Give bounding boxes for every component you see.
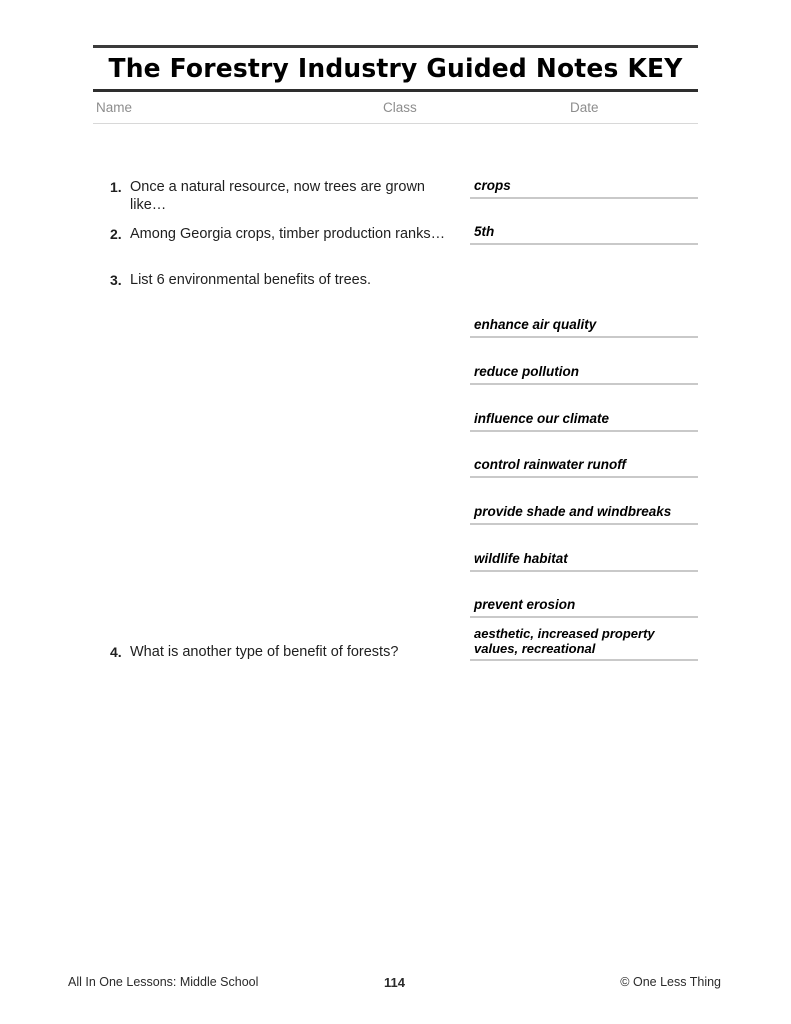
answer-blank-5[interactable] — [470, 411, 698, 432]
class-field-label: Class — [383, 100, 417, 115]
answer-blank-1[interactable] — [470, 178, 698, 199]
question-text-4: What is another type of benefit of forests? — [130, 644, 399, 660]
answer-text-1: crops — [474, 178, 511, 193]
answer-blank-8[interactable] — [470, 551, 698, 572]
answer-rule-7 — [470, 523, 698, 525]
answer-text-10: aesthetic, increased property values, recreational — [474, 626, 655, 656]
title-rule-bottom — [93, 89, 698, 92]
answer-text-9: prevent erosion — [474, 597, 576, 612]
footer-copyright: © One Less Thing — [620, 975, 721, 989]
answer-rule-8 — [470, 570, 698, 572]
answer-blank-6[interactable] — [470, 457, 698, 478]
answer-blank-2[interactable] — [470, 224, 698, 245]
page-footer — [68, 975, 721, 993]
question-item-2 — [110, 225, 470, 243]
name-field-label: Name — [96, 100, 133, 115]
answer-text-8: wildlife habitat — [474, 551, 568, 566]
question-text-3: List 6 environmental benefits of trees. — [130, 272, 371, 288]
question-item-1 — [110, 178, 470, 214]
answer-rule-1 — [470, 197, 698, 199]
answer-blank-7[interactable] — [470, 504, 698, 525]
answer-blank-10[interactable] — [470, 626, 698, 661]
answer-text-2: 5th — [474, 224, 495, 239]
answer-text-6: control rainwater runoff — [474, 457, 627, 472]
answer-text-5: influence our climate — [474, 411, 610, 426]
answer-blank-4[interactable] — [470, 364, 698, 385]
answer-rule-6 — [470, 476, 698, 478]
title-block — [93, 45, 698, 92]
question-number-4: 4. — [110, 644, 122, 660]
answer-blank-3[interactable] — [470, 317, 698, 338]
question-text-2: Among Georgia crops, timber production ranks… — [130, 226, 446, 242]
question-number-2: 2. — [110, 226, 122, 242]
answer-rule-9 — [470, 616, 698, 618]
question-item-4 — [110, 643, 470, 661]
answer-text-4: reduce pollution — [474, 364, 580, 379]
answer-rule-10 — [470, 659, 698, 661]
date-field-label: Date — [570, 100, 599, 115]
question-number-3: 3. — [110, 272, 122, 288]
answer-text-7: provide shade and windbreaks — [474, 504, 672, 519]
answer-rule-4 — [470, 383, 698, 385]
footer-source-label: All In One Lessons: Middle School — [68, 975, 259, 989]
page-title: The Forestry Industry Guided Notes KEY — [108, 54, 683, 84]
answer-rule-5 — [470, 430, 698, 432]
question-item-3 — [110, 271, 470, 289]
answer-blank-9[interactable] — [470, 597, 698, 618]
question-text-1: Once a natural resource, now trees are grown like… — [130, 179, 425, 213]
student-info-row — [93, 100, 698, 124]
answer-rule-3 — [470, 336, 698, 338]
answer-text-3: enhance air quality — [474, 317, 597, 332]
answer-rule-2 — [470, 243, 698, 245]
footer-page-number: 114 — [384, 975, 405, 990]
question-number-1: 1. — [110, 179, 122, 195]
student-info-rule — [93, 123, 698, 124]
